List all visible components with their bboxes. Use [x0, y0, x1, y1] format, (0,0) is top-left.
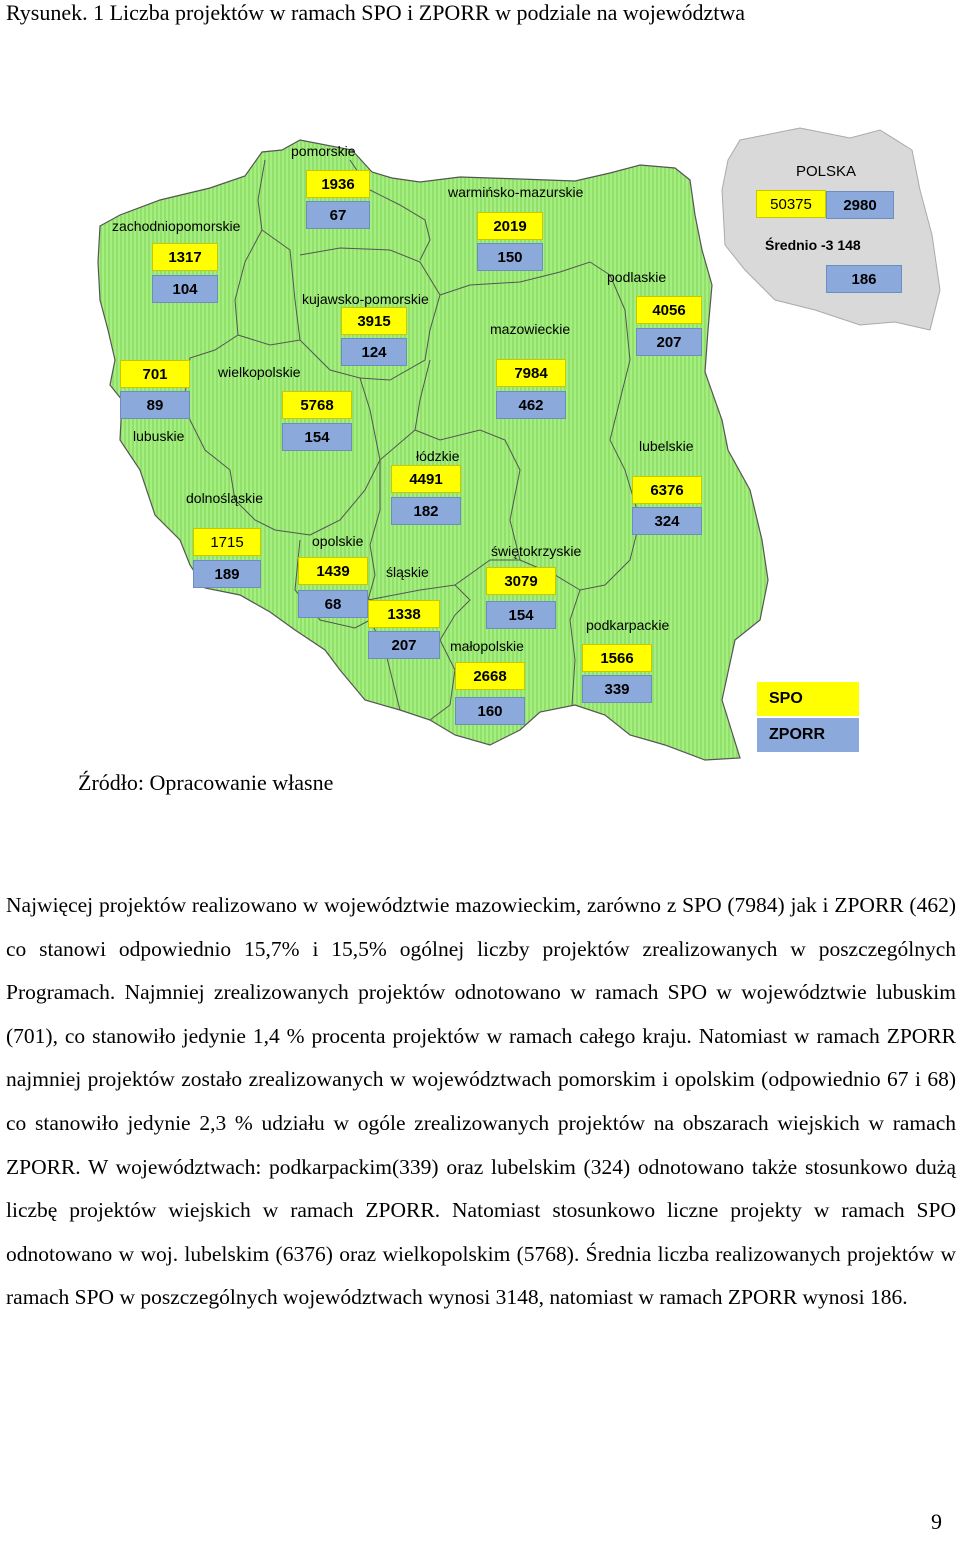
- zporr-value-malopolskie: 160: [455, 697, 525, 725]
- region-label-podlaskie: podlaskie: [607, 269, 667, 285]
- region-label-slaskie: śląskie: [386, 564, 429, 580]
- spo-value-lubelskie: 6376: [632, 476, 702, 504]
- region-label-wielkopolskie: wielkopolskie: [218, 364, 301, 380]
- zporr-value-warminsko-mazurskie: 150: [477, 243, 543, 271]
- legend-spo: SPO: [757, 682, 859, 716]
- region-label-lubelskie: lubelskie: [639, 438, 694, 454]
- zporr-value-kujawsko-pomorskie: 124: [341, 338, 407, 366]
- spo-value-warminsko-mazurskie: 2019: [477, 212, 543, 240]
- zporr-value-pomorskie: 67: [306, 201, 370, 229]
- poland-spo-total: 50375: [756, 190, 826, 218]
- zporr-value-lubuskie: 89: [120, 391, 190, 419]
- region-label-lubuskie: lubuskie: [133, 428, 185, 444]
- zporr-value-zachodniopomorskie: 104: [152, 275, 218, 303]
- zporr-value-wielkopolskie: 154: [282, 423, 352, 451]
- spo-value-wielkopolskie: 5768: [282, 391, 352, 419]
- spo-value-kujawsko-pomorskie: 3915: [341, 307, 407, 335]
- spo-value-lodzkie: 4491: [391, 465, 461, 493]
- zporr-value-lubelskie: 324: [632, 507, 702, 535]
- spo-value-slaskie: 1338: [368, 600, 440, 628]
- spo-value-pomorskie: 1936: [306, 170, 370, 198]
- poland-map: [0, 0, 960, 770]
- region-label-dolnoslaskie: dolnośląskie: [186, 490, 264, 506]
- spo-value-zachodniopomorskie: 1317: [152, 243, 218, 271]
- spo-value-lubuskie: 701: [120, 360, 190, 388]
- poland-average-zporr: 186: [826, 265, 902, 293]
- region-label-malopolskie: małopolskie: [450, 638, 524, 654]
- region-label-opolskie: opolskie: [312, 533, 364, 549]
- figure-source: Źródło: Opracowanie własne: [78, 770, 334, 795]
- zporr-value-podlaskie: 207: [636, 328, 702, 356]
- poland-inset: [722, 128, 940, 330]
- spo-value-podlaskie: 4056: [636, 296, 702, 324]
- region-label-kujawsko-pomorskie: kujawsko-pomorskie: [302, 291, 429, 307]
- body-text: [6, 884, 956, 1320]
- region-label-mazowieckie: mazowieckie: [490, 321, 571, 337]
- region-label-zachodniopomorskie: zachodniopomorskie: [112, 218, 241, 234]
- zporr-value-dolnoslaskie: 189: [193, 560, 261, 588]
- spo-value-podkarpackie: 1566: [582, 644, 652, 672]
- region-label-lodzkie: łódzkie: [416, 448, 460, 464]
- poland-inset-title: POLSKA: [796, 163, 857, 180]
- page-number: 9: [931, 1509, 942, 1534]
- spo-value-mazowieckie: 7984: [496, 359, 566, 387]
- paragraph: Najwięcej projektów realizowano w województwie mazowieckim, zarówno z SPO (7984) jak i ZPORR (462) co stanowi odpowiednio 15,7% i 15,5% ogólnej liczby projektów zrealizowanych w poszczególnych Programach. Najmniej zrealizowanych projektów odnotowano w ramach SPO w województwie lubuskim (701), co stanowiło jedynie 1,4 % procenta projektów w ramach całego kraju. Natomiast w ramach ZPORR najmniej projektów zostało zrealizowanych w województwach pomorskim i opolskim (odpowiednio 67 i 68) co stanowiło jedynie 2,3 % udziału w ogóle zrealizowanych projektów na obszarach wiejskich w ramach ZPORR. W województwach: podkarpackim(339) oraz lubelskim (324) odnotowano także stosunkowo dużą liczbę projektów wiejskich w ramach ZPORR. Natomiast stosunkowo liczne projekty w ramach SPO odnotowano w woj. lubelskim (6376) oraz wielkopolskim (5768). Średnia liczba realizowanych projektów w ramach SPO w poszczególnych województwach wynosi 3148, natomiast w ramach ZPORR wynosi 186.: [6, 893, 956, 1310]
- zporr-value-opolskie: 68: [298, 590, 368, 618]
- zporr-value-slaskie: 207: [368, 631, 440, 659]
- zporr-value-swietokrzyskie: 154: [486, 601, 556, 629]
- poland-zporr-total: 2980: [826, 191, 894, 219]
- region-label-pomorskie: pomorskie: [291, 143, 356, 159]
- spo-value-opolskie: 1439: [298, 557, 368, 585]
- zporr-value-podkarpackie: 339: [582, 675, 652, 703]
- poland-average-label: Średnio -3 148: [765, 237, 861, 253]
- legend-zporr: ZPORR: [757, 718, 859, 752]
- spo-value-swietokrzyskie: 3079: [486, 567, 556, 595]
- figure-caption: Rysunek. 1 Liczba projektów w ramach SPO i ZPORR w podziale na województwa: [6, 0, 746, 25]
- region-label-swietokrzyskie: świętokrzyskie: [491, 543, 582, 559]
- region-label-warminsko-mazurskie: warmińsko-mazurskie: [448, 184, 584, 200]
- zporr-value-mazowieckie: 462: [496, 391, 566, 419]
- spo-value-malopolskie: 2668: [455, 662, 525, 690]
- spo-value-dolnoslaskie: 1715: [193, 528, 261, 556]
- zporr-value-lodzkie: 182: [391, 497, 461, 525]
- region-label-podkarpackie: podkarpackie: [586, 617, 670, 633]
